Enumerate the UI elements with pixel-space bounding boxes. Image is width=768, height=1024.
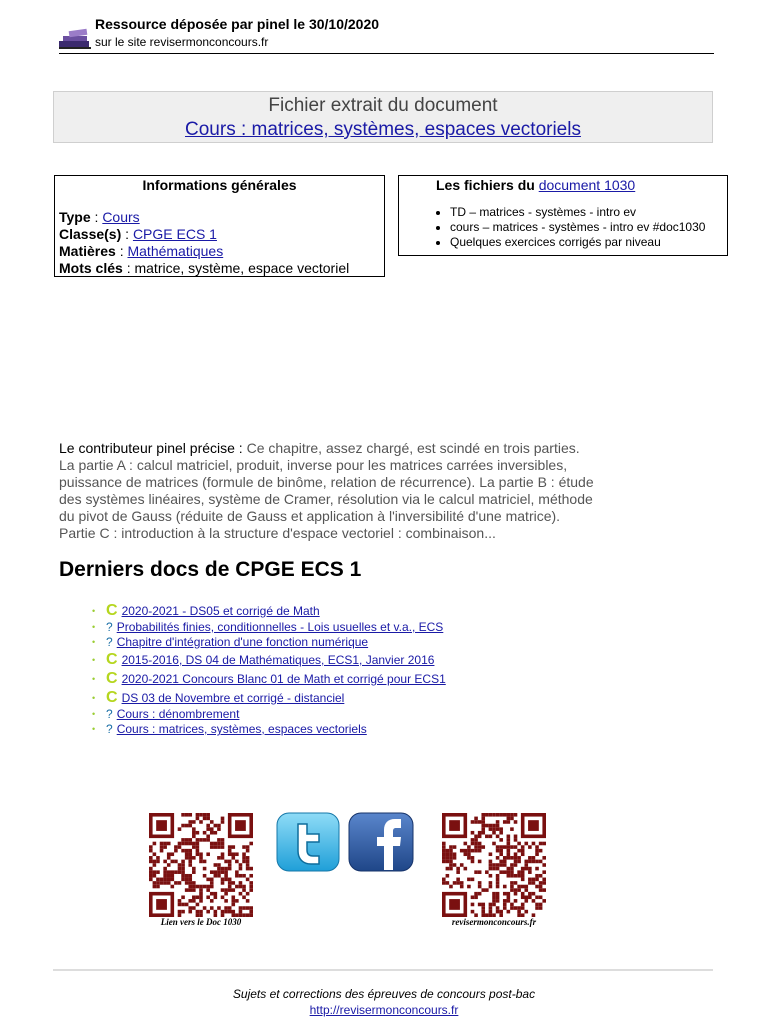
files-heading-text: Les fichiers du [436,177,535,193]
qr-site-caption: revisermonconcours.fr [451,917,537,927]
qr-code-doc-icon[interactable] [146,813,256,917]
latest-doc-item [92,650,446,669]
latest-doc-item [92,601,446,620]
file-item: • TD – matrices - systèmes - intro ev [450,205,727,220]
latest-doc-item [92,620,446,635]
unknown-mark: ? [106,620,113,634]
class-label: Classe(s) [59,226,122,242]
latest-doc-link[interactable]: 2020-2021 - DS05 et corrigé de Math [121,604,320,618]
info-row-subject: Matières : Mathématiques [59,243,224,259]
contributor-text: Ce chapitre, assez chargé, est scindé en trois parties. La partie A : calcul matriciel, produit, inverse pour les matrices carrées inversibles, puissance de matrices (formule de binôme, relation de récurrence). La partie B : étude des systèmes linéaires, système de Cramer, résolution via le calcul matriciel, méthode du pivot de Gauss (réduite de Gauss et application à l'inversibilité d'une matrice). Partie C : introduction à la structure d'espace vectoriel : combinaison... [59,440,594,541]
type-label: Type [59,209,91,225]
facebook-icon[interactable] [348,812,414,872]
contributor-name: pinel [156,440,186,456]
twitter-icon[interactable] [276,812,340,872]
extract-label: Fichier extrait du document [268,95,498,116]
source-document-link[interactable]: Cours : matrices, systèmes, espaces vectoriels [185,119,581,140]
keywords-label: Mots clés [59,260,123,276]
corrected-mark: C [106,602,118,619]
latest-docs-list [92,601,446,737]
footer-divider [53,969,713,971]
files-heading [436,177,727,193]
latest-doc-link[interactable]: 2020-2021 Concours Blanc 01 de Math et corrigé pour ECS1 [121,672,446,686]
latest-doc-item [92,688,446,707]
latest-doc-link[interactable]: Cours : dénombrement [116,707,240,721]
latest-docs-title: Derniers docs de CPGE ECS 1 [59,558,362,581]
type-link[interactable]: Cours [102,209,140,225]
latest-doc-link[interactable]: Cours : matrices, systèmes, espaces vectoriels [116,722,367,736]
files-box [398,175,728,256]
bullet-icon: • [92,709,96,719]
contributor-lead-b: précise : [185,440,247,456]
subject-link[interactable]: Mathématiques [127,243,224,259]
bullet-icon: • [92,693,96,703]
document-link[interactable]: document 1030 [538,177,636,193]
bullet-icon: • [92,622,96,632]
class-link[interactable]: CPGE ECS 1 [132,226,217,242]
resource-site: sur le site revisermonconcours.fr [95,35,269,49]
resource-title: Ressource déposée par pinel le 30/10/2020 [95,16,380,32]
latest-doc-item [92,707,446,722]
files-list [399,205,727,250]
info-row-type: Type : Cours [59,209,140,225]
unknown-mark: ? [106,722,113,736]
unknown-mark: ? [106,707,113,721]
info-row-class: Classe(s) : CPGE ECS 1 [59,226,217,242]
latest-doc-item [92,669,446,688]
subject-label: Matières [59,243,116,259]
corrected-mark: C [106,670,118,687]
header-divider [59,53,714,54]
footer-tagline: Sujets et corrections des épreuves de concours post-bac [232,987,536,1001]
books-logo-icon [59,27,91,49]
latest-doc-link[interactable]: Chapitre d'intégration d'une fonction numérique [116,635,369,649]
extract-banner [53,91,713,143]
latest-doc-link[interactable]: 2015-2016, DS 04 de Mathématiques, ECS1, Janvier 2016 [121,653,435,667]
latest-doc-link[interactable]: Probabilités finies, conditionnelles - Lois usuelles et v.a., ECS [116,620,444,634]
file-item: • cours – matrices - systèmes - intro ev #doc1030 [450,220,727,235]
corrected-mark: C [106,651,118,668]
contributor-note [59,440,599,542]
general-info-heading: Informations générales [142,177,297,193]
latest-doc-item [92,635,446,650]
footer-site-link[interactable]: http://revisermonconcours.fr [309,1003,459,1017]
bullet-icon: • [92,674,96,684]
file-item: • Quelques exercices corrigés par niveau [450,235,727,250]
bullet-icon: • [92,637,96,647]
qr-doc-caption: Lien vers le Doc 1030 [160,917,242,927]
bullet-icon: • [92,724,96,734]
unknown-mark: ? [106,635,113,649]
bullet-icon: • [92,655,96,665]
general-info-box [54,175,385,277]
contributor-lead-a: Le contributeur [59,440,157,456]
keywords-value: matrice, système, espace vectoriel [134,260,350,276]
bullet-icon: • [92,606,96,616]
latest-doc-item [92,722,446,737]
info-row-keywords: Mots clés : matrice, système, espace vectoriel [59,260,350,276]
qr-code-site-icon[interactable] [439,813,549,917]
corrected-mark: C [106,689,118,706]
latest-doc-link[interactable]: DS 03 de Novembre et corrigé - distanciel [121,691,345,705]
